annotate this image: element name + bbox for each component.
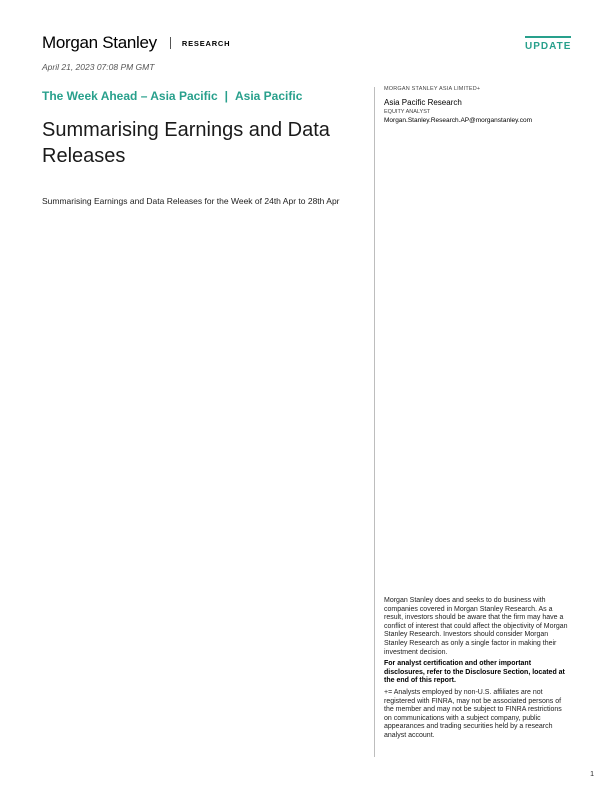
report-summary: Summarising Earnings and Data Releases for the Week of 24th Apr to 28th Apr [42,196,340,206]
series-name: The Week Ahead – Asia Pacific [42,89,218,103]
analyst-email[interactable]: Morgan.Stanley.Research.AP@morganstanley.com [384,117,532,124]
brand-logo: Morgan Stanley [42,33,157,52]
analyst-role: EQUITY ANALYST [384,109,431,115]
disclaimer-finra: += Analysts employed by non-U.S. affiliates are not registered with FINRA, may not be associated persons of the member and may not be subject to FINRA restrictions on communications with a subject company, public appearances and trading securities held by a research analyst account. [384,688,562,739]
update-badge: UPDATE [525,36,571,52]
kicker-separator: | [224,89,228,103]
region-name: Asia Pacific [235,89,303,103]
disclaimer-conflict: Morgan Stanley does and seeks to do business with companies covered in Morgan Stanley Research. As a result, investors should be aware that the firm may have a conflict of interest that could affect the objectivity of Morgan Stanley Research. Investors should consider Morgan Stanley Research as only a single factor in making their investment decision. [384,597,568,656]
disclaimer-block [384,597,570,744]
analyst-firm: MORGAN STANLEY ASIA LIMITED+ [384,86,481,92]
masthead-divider [170,37,171,49]
analyst-name: Asia Pacific Research [384,98,462,107]
masthead [42,33,230,53]
section-label: RESEARCH [181,38,231,48]
publish-date: April 21, 2023 07:08 PM GMT [42,62,155,72]
page-number: 1 [590,771,594,778]
disclaimer-certification: For analyst certification and other important disclosures, refer to the Disclosure Section, located at the end of this report. [384,660,565,685]
report-title: Summarising Earnings and Data Releases [42,119,330,167]
analyst-block [384,86,574,124]
report-kicker [42,89,302,103]
column-divider [374,87,375,757]
